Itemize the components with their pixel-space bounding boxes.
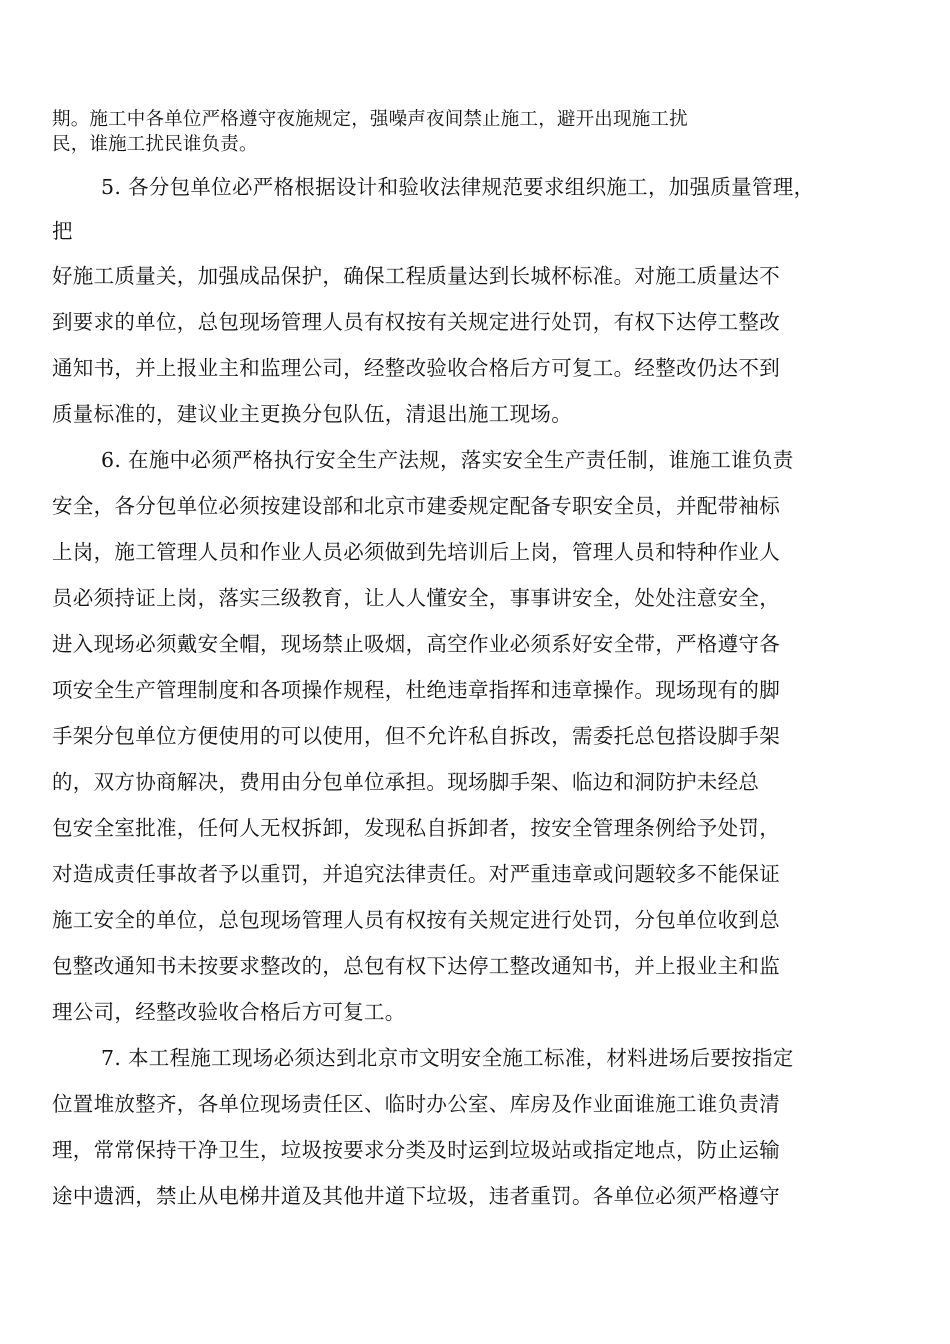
text-line: 途中遗洒，禁止从电梯井道及其他井道下垃圾，违者重罚。各单位必须严格遵守 — [52, 1184, 780, 1208]
text-line: 期。施工中各单位严格遵守夜施规定，强噪声夜间禁止施工，避开出现施工扰 — [52, 109, 688, 130]
text-line: 手架分包单位方便使用的可以使用，但不允许私自拆改，需委托总包搭设脚手架 — [52, 724, 780, 748]
text-line: 位置堆放整齐，各单位现场责任区、临时办公室、库房及作业面谁施工谁负责清 — [52, 1092, 780, 1116]
text-line: 项安全生产管理制度和各项操作规程，杜绝违章指挥和违章操作。现场现有的脚 — [52, 678, 780, 702]
text-line: 施工安全的单位，总包现场管理人员有权按有关规定进行处罚，分包单位收到总 — [52, 908, 780, 932]
text-line: 质量标准的，建议业主更换分包队伍，清退出施工现场。 — [52, 402, 572, 426]
text-line: 上岗，施工管理人员和作业人员必须做到先培训后上岗，管理人员和特种作业人 — [52, 540, 780, 564]
text-line: 包整改通知书未按要求整改的，总包有权下达停工整改通知书，并上报业主和监 — [52, 954, 780, 978]
text-line: 通知书，并上报业主和监理公司，经整改验收合格后方可复工。经整改仍达不到 — [52, 356, 780, 380]
text-line: 理公司，经整改验收合格后方可复工。 — [52, 1000, 406, 1024]
text-line: 安全，各分包单位必须按建设部和北京市建委规定配备专职安全员，并配带袖标 — [52, 494, 780, 518]
text-line: 对造成责任事故者予以重罚，并追究法律责任。对严重违章或问题较多不能保证 — [52, 862, 780, 886]
text-line: 好施工质量关，加强成品保护，确保工程质量达到长城杯标准。对施工质量达不 — [52, 264, 780, 288]
text-line: 6. 在施中必须严格执行安全生产法规，落实安全生产责任制，谁施工谁负责 — [101, 448, 794, 472]
text-line: 5. 各分包单位必严格根据设计和验收法律规范要求组织施工，加强质量管理， — [101, 175, 815, 199]
text-line: 的，双方协商解决，费用由分包单位承担。现场脚手架、临边和洞防护未经总 — [52, 770, 760, 794]
text-line: 民，谁施工扰民谁负责。 — [52, 134, 258, 155]
text-line: 7. 本工程施工现场必须达到北京市文明安全施工标准，材料进场后要按指定 — [101, 1046, 794, 1070]
text-line: 把 — [52, 219, 73, 243]
text-line: 员必须持证上岗，落实三级教育，让人人懂安全，事事讲安全，处处注意安全， — [52, 586, 780, 610]
text-line: 包安全室批准，任何人无权拆卸，发现私自拆卸者，按安全管理条例给予处罚， — [52, 816, 780, 840]
text-line: 理，常常保持干净卫生，垃圾按要求分类及时运到垃圾站或指定地点，防止运输 — [52, 1138, 780, 1162]
text-line: 到要求的单位，总包现场管理人员有权按有关规定进行处罚，有权下达停工整改 — [52, 310, 780, 334]
text-line: 进入现场必须戴安全帽，现场禁止吸烟，高空作业必须系好安全带，严格遵守各 — [52, 632, 780, 656]
